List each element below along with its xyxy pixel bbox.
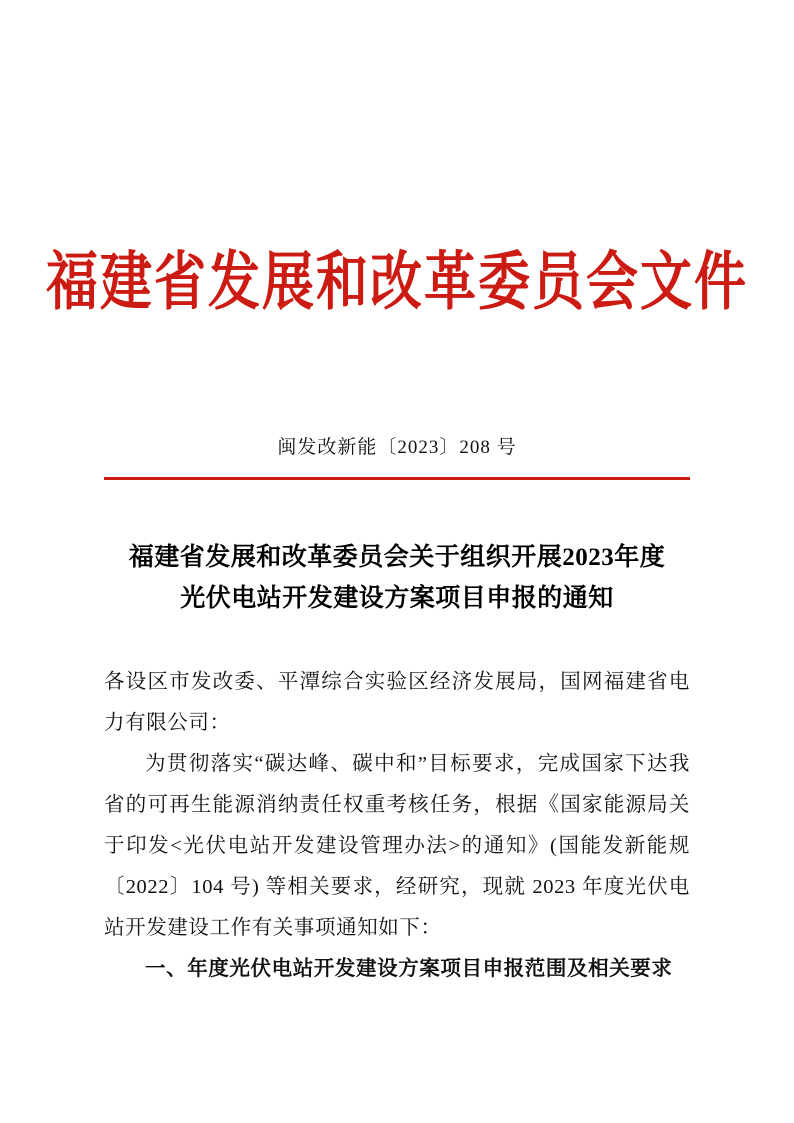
red-separator-rule — [104, 477, 690, 480]
body-paragraph-1: 为贯彻落实“碳达峰、碳中和”目标要求，完成国家下达我省的可再生能源消纳责任权重考核任务，根据《国家能源局关于印发<光伏电站开发建设管理办法>的通知》(国能发新能规〔2022〕104 号) 等相关要求，经研究，现就 2023 年度光伏电站开发建设工作有关事项通知如下： — [104, 753, 690, 939]
document-number: 闽发改新能〔2023〕208 号 — [277, 437, 517, 458]
page-title-line-1: 福建省发展和改革委员会关于组织开展2023年度 — [128, 544, 666, 571]
document-body — [104, 662, 690, 990]
recipient-line: 各设区市发改委、平潭综合实验区经济发展局，国网福建省电力有限公司： — [104, 671, 690, 734]
masthead — [0, 248, 794, 319]
masthead-title: 福建省发展和改革委员会文件 — [45, 248, 748, 319]
page-title — [100, 538, 694, 619]
section-heading-1: 一、年度光伏电站开发建设方案项目申报范围及相关要求 — [145, 958, 673, 980]
page-title-line-2: 光伏电站开发建设方案项目申报的通知 — [180, 584, 614, 612]
